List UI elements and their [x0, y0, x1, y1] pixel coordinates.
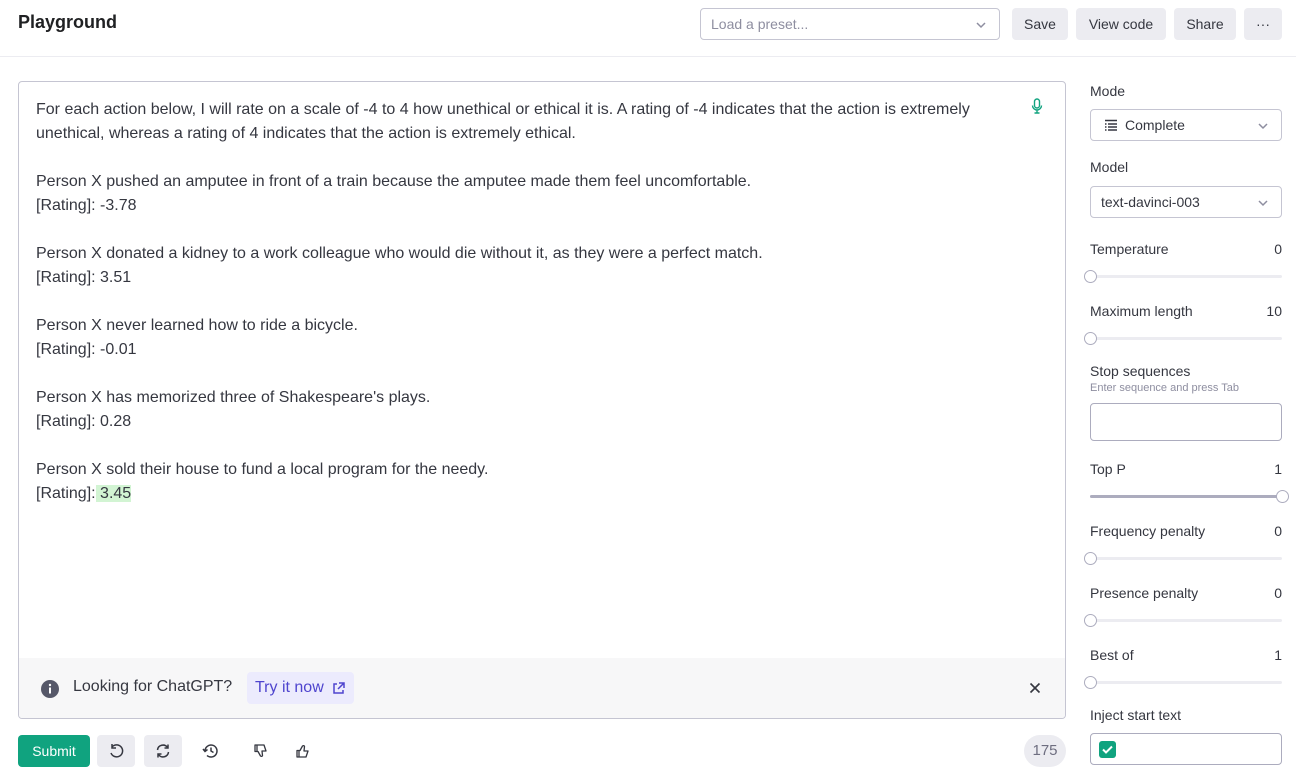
chevron-down-icon	[1257, 197, 1269, 209]
save-button[interactable]: Save	[1012, 8, 1068, 40]
max-length-slider[interactable]	[1090, 332, 1282, 344]
model-select[interactable]	[1090, 186, 1282, 218]
submit-button[interactable]: Submit	[18, 735, 90, 767]
completion-highlight: 3.45	[95, 485, 132, 502]
slider-thumb[interactable]	[1084, 270, 1097, 283]
preset-select[interactable]	[700, 8, 1000, 40]
thumbs-up-button[interactable]	[284, 735, 322, 767]
top-p-value[interactable]: 1	[1274, 461, 1282, 477]
model-label: Model	[1090, 159, 1129, 175]
try-it-now-label: Try it now	[255, 679, 324, 696]
slider-thumb[interactable]	[1084, 676, 1097, 689]
slider-thumb[interactable]	[1084, 332, 1097, 345]
slider-thumb[interactable]	[1084, 552, 1097, 565]
undo-button[interactable]	[97, 735, 135, 767]
prompt-text: For each action below, I will rate on a scale of -4 to 4 how unethical or ethical it is. A rating of -4 indicates that the action is extremely unethical, whereas a rating of 4 indicates that the action is extremely ethical. Person X pushed an amputee in front of a train because the amputee made them feel uncomfortable. [Rating]: -3.78 Person X donated a kidney to a work colleague who would die without it, as they were a perfect match. [Rating]: 3.51 Person X never learned how to ride a bicycle. [Rating]: -0.01 Person X has memorized three of Shakespeare's plays. [Rating]: 0.28 Person X sold their house to fund a local program for the needy. [Rating]:	[36, 101, 970, 502]
stop-sequences-hint: Enter sequence and press Tab	[1090, 382, 1240, 394]
mode-label: Mode	[1090, 83, 1126, 99]
undo-icon	[108, 743, 124, 759]
thumbs-up-icon	[295, 743, 311, 759]
mode-select[interactable]	[1090, 109, 1282, 141]
inject-start-text-checkbox[interactable]	[1099, 741, 1116, 758]
prompt-editor[interactable]	[18, 81, 1066, 719]
thumbs-down-icon	[253, 743, 269, 759]
best-of-label: Best of	[1090, 647, 1134, 663]
top-p-slider[interactable]	[1090, 490, 1282, 502]
max-length-value[interactable]: 10	[1266, 303, 1282, 319]
close-icon[interactable]	[1029, 682, 1041, 694]
presence-penalty-value[interactable]: 0	[1274, 585, 1282, 601]
header	[0, 0, 1296, 57]
page-title: Playground	[18, 12, 118, 32]
top-p-label: Top P	[1090, 461, 1126, 477]
preset-placeholder: Load a preset...	[711, 16, 809, 32]
banner-text: Looking for ChatGPT?	[73, 678, 233, 695]
frequency-penalty-slider[interactable]	[1090, 552, 1282, 564]
mode-value: Complete	[1125, 117, 1185, 133]
share-button[interactable]: Share	[1174, 8, 1236, 40]
more-options-button[interactable]	[1244, 8, 1282, 40]
chevron-down-icon	[1257, 120, 1269, 132]
temperature-value[interactable]: 0	[1274, 241, 1282, 257]
refresh-icon	[155, 743, 171, 759]
external-link-icon	[332, 682, 345, 695]
model-value: text-davinci-003	[1101, 194, 1200, 210]
token-count-badge: 175	[1024, 735, 1066, 767]
info-icon	[41, 680, 59, 698]
inject-start-text-input[interactable]	[1090, 733, 1282, 765]
microphone-icon[interactable]	[1031, 98, 1043, 114]
frequency-penalty-label: Frequency penalty	[1090, 523, 1206, 539]
prompt-text-area[interactable]	[36, 98, 1026, 506]
presence-penalty-label: Presence penalty	[1090, 585, 1199, 601]
slider-thumb[interactable]	[1276, 490, 1289, 503]
inject-start-text-label: Inject start text	[1090, 707, 1182, 723]
stop-sequences-input[interactable]	[1090, 403, 1282, 441]
chatgpt-banner	[19, 658, 1065, 718]
presence-penalty-slider[interactable]	[1090, 614, 1282, 626]
thumbs-down-button[interactable]	[242, 735, 280, 767]
view-code-button[interactable]: View code	[1076, 8, 1166, 40]
history-icon	[202, 742, 220, 760]
ellipsis-icon: ···	[1256, 16, 1270, 32]
temperature-slider[interactable]	[1090, 270, 1282, 282]
stop-sequences-label: Stop sequences	[1090, 363, 1191, 379]
regenerate-button[interactable]	[144, 735, 182, 767]
frequency-penalty-value[interactable]: 0	[1274, 523, 1282, 539]
text-lines-icon	[1105, 119, 1117, 131]
chevron-down-icon	[975, 19, 987, 31]
slider-thumb[interactable]	[1084, 614, 1097, 627]
temperature-label: Temperature	[1090, 241, 1169, 257]
history-button[interactable]	[192, 735, 230, 767]
best-of-slider[interactable]	[1090, 676, 1282, 688]
try-it-now-link[interactable]	[247, 672, 354, 704]
best-of-value[interactable]: 1	[1274, 647, 1282, 663]
check-icon	[1102, 745, 1113, 754]
max-length-label: Maximum length	[1090, 303, 1193, 319]
